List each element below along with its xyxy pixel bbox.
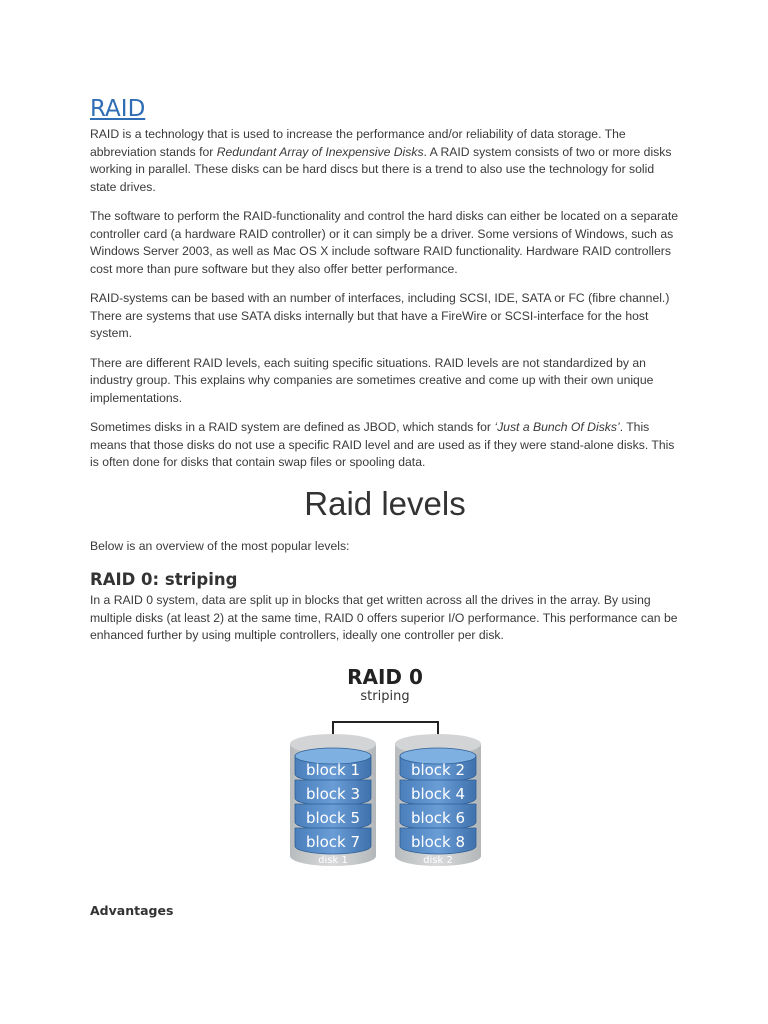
disk-2 xyxy=(395,734,481,866)
raid-heading-link[interactable]: RAID xyxy=(90,96,146,122)
raid0-heading: RAID 0: striping xyxy=(90,570,238,589)
block-label: block 2 xyxy=(410,761,466,779)
levels-paragraph: There are different RAID levels, each suiting specific situations. RAID levels are not standardized by an industry group. This explains why companies are sometimes creative and come up with their own unique implementations. xyxy=(90,355,654,405)
jbod-text-1: Sometimes disks in a RAID system are defined as JBOD, which stands for xyxy=(90,420,495,434)
block-label: block 7 xyxy=(305,833,361,851)
diagram-title: RAID 0 xyxy=(347,665,423,689)
raid0-paragraph: In a RAID 0 system, data are split up in blocks that get written across all the drives in the array. By using multiple disks (at least 2) at the same time, RAID 0 offers superior I/O performance. This performance can be enhanced further by using multiple controllers, ideally one controller per disk. xyxy=(90,593,678,642)
block-label: block 1 xyxy=(305,761,361,779)
advantages-heading: Advantages xyxy=(90,903,174,918)
interfaces-paragraph: RAID-systems can be based with an number of interfaces, including SCSI, IDE, SATA or FC (fibre channel.) There are systems that use SATA disks internally but that have a FireWire or SCSI-interface for the host system. xyxy=(90,291,670,340)
diagram-subtitle: striping xyxy=(360,689,410,704)
intro-text-2: . A RAID system consists of two or more disks working in parallel. These disks can be hard discs but there is a trend to also use the technology for solid state drives. xyxy=(90,144,672,194)
block-label: block 8 xyxy=(410,833,466,851)
raid0-diagram xyxy=(286,662,486,874)
overview-text: Below is an overview of the most popular levels: xyxy=(90,538,350,553)
intro-emphasis: Redundant Array of Inexpensive Disks xyxy=(216,144,424,159)
software-paragraph: The software to perform the RAID-functionality and control the hard disks can either be located on a separate controller card (a hardware RAID controller) or it can simply be a driver. Some versions of Windows, such as Windows Server 2003, as well as Mac OS X include software RAID functionality. Hardware RAID controllers cost more than pure software but they also offer better performance. xyxy=(90,209,679,276)
jbod-emphasis: ‘Just a Bunch Of Disks’ xyxy=(494,420,620,434)
disk-1 xyxy=(290,734,376,866)
block-label: block 5 xyxy=(305,809,361,827)
block-label: block 4 xyxy=(410,785,466,803)
disk-1-label: disk 1 xyxy=(318,855,348,866)
block-label: block 6 xyxy=(410,809,466,827)
intro-text-1: RAID is a technology that is used to increase the performance and/or reliability of data storage. The abbreviation stands for xyxy=(90,127,626,159)
disk-2-label: disk 2 xyxy=(423,855,453,866)
raid-levels-title: Raid levels xyxy=(304,484,466,522)
jbod-text-2: . This means that those disks do not use a specific RAID level and are used as if they were stand-alone disks. This is often done for disks that contain swap files or spooling data. xyxy=(90,420,675,469)
intro-paragraph xyxy=(90,126,680,196)
jbod-paragraph xyxy=(90,419,680,472)
document-body xyxy=(90,94,680,657)
block-label: block 3 xyxy=(305,785,361,803)
